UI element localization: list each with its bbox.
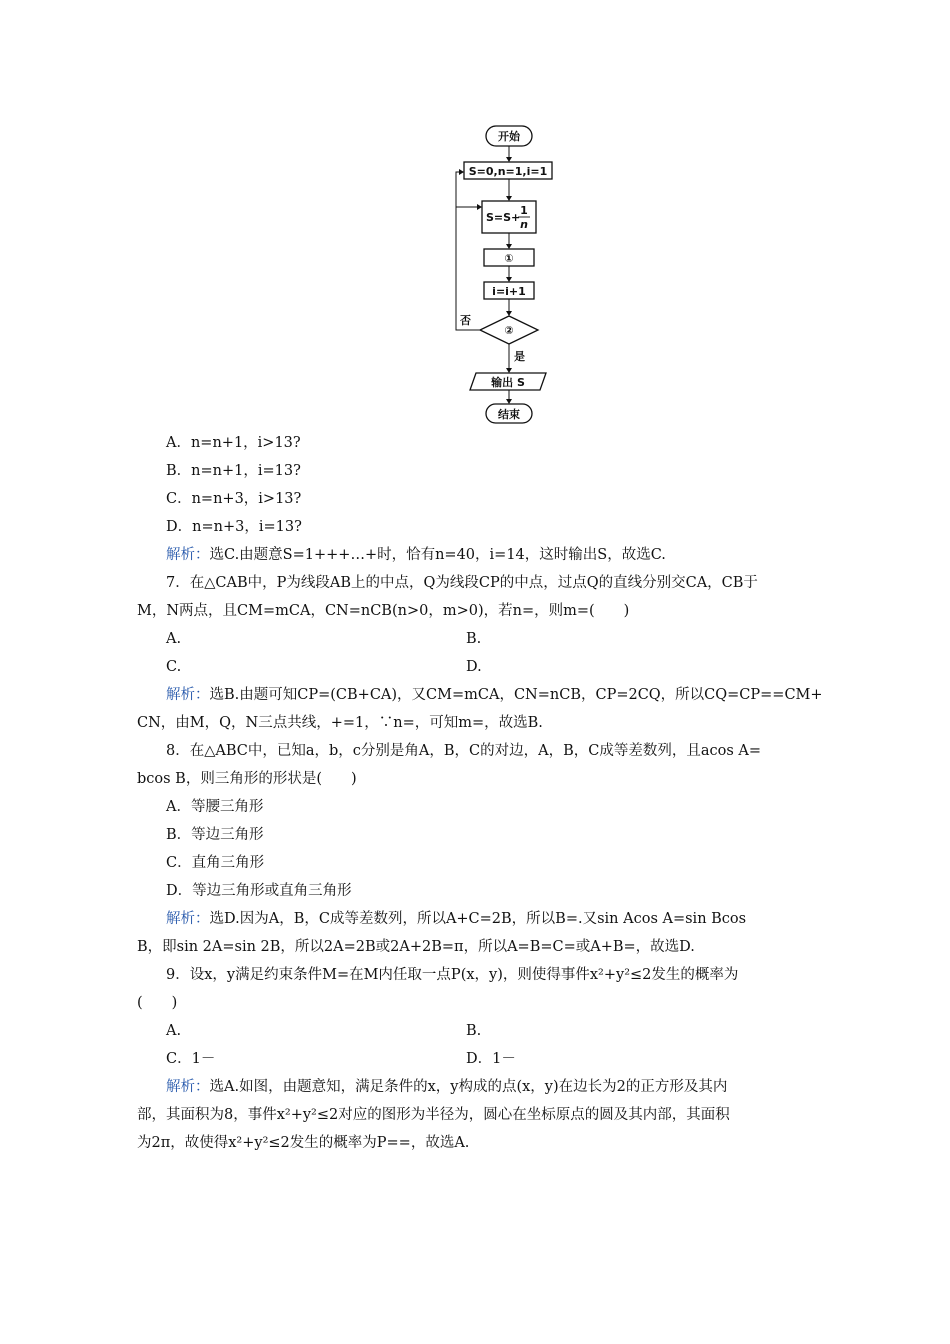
q8-analysis-text1: 选D.因为A，B，C成等差数列，所以A+C=2B，所以B=.又sin Acos A=sin Bcos [209, 911, 747, 927]
flowchart-yes-label: 是 [514, 350, 525, 363]
q6-analysis-text: 选C.由题意S=1+++…+时，恰有n=40，i=14，这时输出S，故选C. [209, 547, 666, 563]
q9-analysis-line2: 部，其面积为8，事件x²+y²≤2对应的图形为半径为，圆心在坐标原点的圆及其内部，其面积 [137, 1107, 730, 1123]
analysis-label: 解析： [166, 1079, 210, 1095]
q8-option-a: A．等腰三角形 [166, 799, 264, 815]
analysis-label: 解析： [166, 687, 210, 703]
q8-stem-line2: bcos B，则三角形的形状是( ) [137, 771, 357, 787]
q9-option-c: C．1－ [166, 1051, 216, 1067]
flowchart-step1-label: ① [504, 252, 514, 265]
q8-analysis-line2: B，即sin 2A=sin 2B，所以2A=2B或2A+2B=π，所以A=B=C=或A+B=，故选D. [137, 939, 695, 955]
q9-analysis-text1: 选A.如图，由题意知，满足条件的x，y构成的点(x，y)在边长为2的正方形及其内 [209, 1079, 728, 1095]
q9-stem-line2: ( ) [137, 995, 178, 1011]
q8-option-d: D．等边三角形或直角三角形 [166, 883, 352, 899]
q6-option-b: B．n=n+1，i=13? [166, 463, 301, 479]
q7-analysis-line2: CN，由M，Q，N三点共线，+=1，∵n=，可知m=，故选B. [137, 715, 543, 731]
q6-analysis [166, 545, 666, 565]
q8-stem-line1: 8．在△ABC中，已知a，b，c分别是角A，B，C的对边，A，B，C成等差数列，且acos A= [166, 743, 762, 759]
flowchart-fraction-denominator: n [520, 218, 528, 231]
q9-analysis-line3: 为2π，故使得x²+y²≤2发生的概率为P==，故选A. [137, 1135, 470, 1151]
q9-stem-line1: 9．设x，y满足约束条件M=在M内任取一点P(x，y)，则使得事件x²+y²≤2发生的概率为 [166, 967, 739, 983]
q7-option-d: D. [466, 659, 482, 675]
program-flowchart [440, 118, 580, 428]
q7-analysis-text1: 选B.由题可知CP=(CB+CA)，又CM=mCA，CN=nCB，CP=2CQ，所以CQ=CP==CM+ [209, 687, 823, 703]
q7-stem-line1: 7．在△CAB中，P为线段AB上的中点，Q为线段CP的中点，过点Q的直线分别交CA，CB于 [166, 575, 758, 591]
q7-analysis-line1 [166, 685, 823, 705]
flowchart-increment-label: i=i+1 [492, 285, 526, 298]
flowchart-fraction-numerator: 1 [520, 204, 528, 217]
q8-analysis-line1 [166, 909, 746, 929]
q7-stem-line2: M，N两点，且CM=mCA，CN=nCB(n>0，m>0)，若n=，则m=( ) [137, 603, 630, 619]
q7-option-b: B. [466, 631, 482, 647]
q6-option-a: A．n=n+1，i>13? [166, 435, 301, 451]
analysis-label: 解析： [166, 547, 210, 563]
q6-option-d: D．n=n+3，i=13? [166, 519, 302, 535]
q7-option-a: A. [166, 631, 182, 647]
q8-option-b: B．等边三角形 [166, 827, 264, 843]
flowchart-sum-label: S=S+ [486, 211, 521, 224]
flowchart-init-label: S=0,n=1,i=1 [468, 165, 548, 178]
flowchart-decision-label: ② [504, 324, 514, 337]
q6-option-c: C．n=n+3，i>13? [166, 491, 302, 507]
analysis-label: 解析： [166, 911, 210, 927]
q9-option-b: B. [466, 1023, 482, 1039]
q9-option-d: D．1－ [466, 1051, 516, 1067]
q9-analysis-line1 [166, 1077, 727, 1097]
q8-option-c: C．直角三角形 [166, 855, 265, 871]
flowchart-start-label: 开始 [498, 130, 520, 143]
q7-option-c: C. [166, 659, 182, 675]
flowchart-no-label: 否 [460, 314, 471, 327]
flowchart-output-label: 输出 S [491, 376, 525, 389]
q9-option-a: A. [166, 1023, 182, 1039]
flowchart-end-label: 结束 [498, 408, 520, 421]
